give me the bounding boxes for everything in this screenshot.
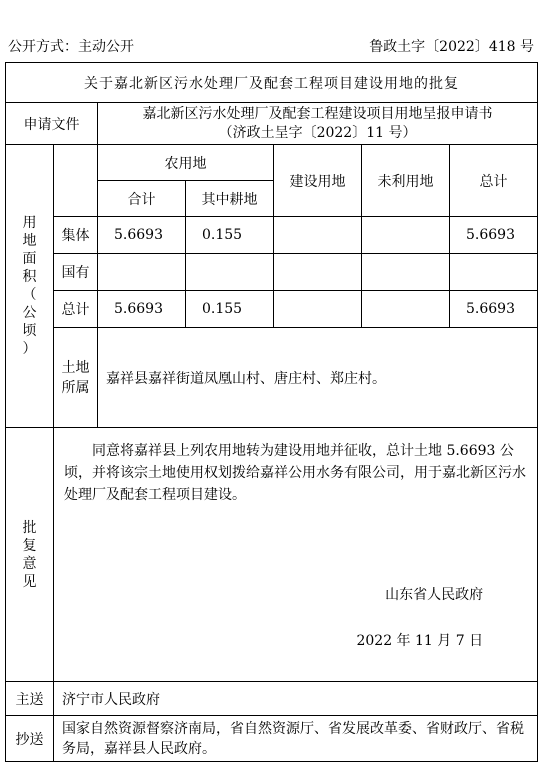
row-label: 国有 [54, 254, 98, 291]
cell-unused [362, 217, 450, 254]
main-recipient-label: 主送 [6, 682, 54, 716]
cultivated-header: 其中耕地 [186, 181, 274, 217]
cell-unused [362, 291, 450, 328]
cell-subtotal: 5.6693 [98, 291, 186, 328]
total-header: 总计 [450, 145, 538, 217]
document-header [0, 8, 542, 55]
application-label: 申请文件 [6, 103, 98, 145]
area-label-char: 顷 [22, 323, 37, 339]
cc-recipients: 国家自然资源督察济南局，省自然资源厅、省发展改革委、省财政厅、省税务局，嘉祥县人民政府。 [54, 716, 538, 762]
table-row [6, 254, 538, 291]
cell-cultivated: 0.155 [186, 217, 274, 254]
application-file [98, 103, 538, 145]
unused-land-header: 未利用地 [362, 145, 450, 217]
document-title: 关于嘉北新区污水处理厂及配套工程项目建设用地的批复 [6, 63, 538, 103]
cell-construction [274, 291, 362, 328]
area-label-char: 积 [22, 269, 37, 285]
area-label-char: 用 [22, 215, 37, 231]
farmland-header: 农用地 [98, 145, 274, 181]
land-ownership: 嘉祥县嘉祥街道凤凰山村、唐庄村、郑庄村。 [98, 328, 538, 428]
area-label-char: 面 [22, 251, 37, 267]
approval-date: 2022 年 11 月 7 日 [356, 633, 484, 649]
area-label [6, 145, 54, 428]
area-label-char: 公 [22, 305, 37, 321]
cell-subtotal: 5.6693 [98, 217, 186, 254]
main-recipient: 济宁市人民政府 [54, 682, 538, 716]
area-label-char: 地 [22, 233, 37, 249]
row-label: 总计 [54, 291, 98, 328]
issuing-authority: 山东省人民政府 [385, 587, 484, 603]
subtotal-header: 合计 [98, 181, 186, 217]
area-label-char: （ [22, 287, 37, 303]
table-row [6, 217, 538, 254]
area-label-char: ） [22, 341, 37, 357]
approval-label-char: 见 [22, 573, 37, 590]
cell-construction [274, 217, 362, 254]
approval-label-char: 意 [22, 555, 37, 572]
approval-label [6, 428, 54, 682]
approval-label-char: 批 [22, 519, 37, 536]
construction-land-header: 建设用地 [274, 145, 362, 217]
ownership-label [54, 328, 98, 428]
cell-cultivated [186, 254, 274, 291]
row-label: 集体 [54, 217, 98, 254]
table-row [6, 291, 538, 328]
approval-form-table [5, 62, 538, 762]
approval-opinion [54, 428, 538, 682]
approval-label-char: 复 [22, 537, 37, 554]
cell-subtotal [98, 254, 186, 291]
approval-text: 同意将嘉祥县上列农用地转为建设用地并征收，总计土地 5.6693 公顷，并将该宗土地使用权划拨给嘉祥公用水务有限公司，用于嘉北新区污水处理厂及配套工程项目建设。 [64, 443, 526, 503]
application-file-name: 嘉北新区污水处理厂及配套工程建设项目用地呈报申请书 [142, 105, 493, 122]
cell-cultivated: 0.155 [186, 291, 274, 328]
cell-total [450, 254, 538, 291]
disclosure-method: 公开方式：主动公开 [8, 39, 134, 55]
cell-unused [362, 254, 450, 291]
cell-construction [274, 254, 362, 291]
cell-total: 5.6693 [450, 291, 538, 328]
ownership-label-line: 所属 [61, 379, 90, 396]
document-number: 鲁政土字〔2022〕418 号 [369, 39, 534, 55]
cell-total: 5.6693 [450, 217, 538, 254]
cc-label: 抄送 [6, 716, 54, 762]
empty-header-cell [54, 145, 98, 217]
application-file-number: （济政土呈字〔2022〕11 号） [218, 124, 417, 141]
ownership-label-line: 土地 [61, 359, 90, 376]
